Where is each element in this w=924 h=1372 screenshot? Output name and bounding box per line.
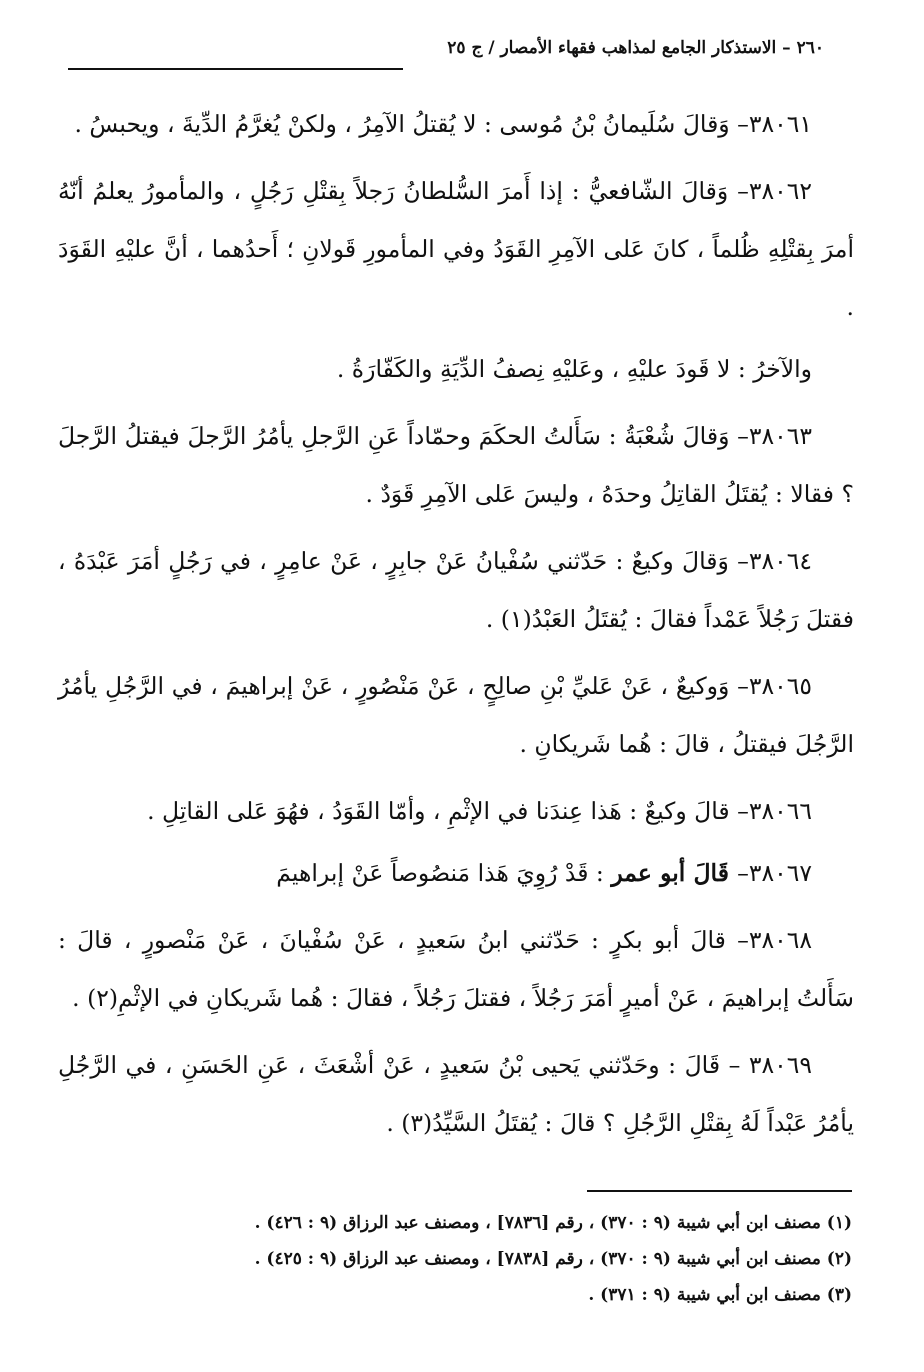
footnote-rule <box>587 1190 852 1192</box>
main-text <box>58 95 854 1161</box>
paragraph-number: ٣٨٠٦٩ – <box>728 1051 812 1079</box>
paragraph-number: ٣٨٠٦٤– <box>737 547 812 575</box>
paragraph-number: ٣٨٠٦١– <box>737 110 812 138</box>
paragraph-38066 <box>58 782 854 840</box>
paragraph-number: ٣٨٠٦٦– <box>737 797 812 825</box>
paragraph-text: قالَ أبو بكرٍ : حَدّثني ابنُ سَعيدٍ ، عَنْ سُفْيانَ ، عَنْ مَنْصورٍ ، قالَ : سَأَلتُ إبراهيمَ ، عَنْ أميرٍ أمَرَ رَجُلاً ، فقتلَ رَجُلاً ، فقالَ : هُما شَريكانِ في الإثْمِ(٢) . <box>58 926 854 1012</box>
footnote-3: (٣) مصنف ابن أبي شيبة (٩ : ٣٧١) . <box>588 1285 852 1305</box>
paragraph-38067 <box>58 844 854 902</box>
paragraph-text: وَقالَ وكيعٌ : حَدّثني سُفْيانُ عَنْ جابِرٍ ، عَنْ عامِرٍ ، في رَجُلٍ أمَرَ عَبْدَهُ ، فقتلَ رَجُلاً عَمْداً فقالَ : يُقتَلُ العَبْدُ(١) . <box>58 547 854 633</box>
paragraph-text: قالَ وكيعٌ : هَذا عِندَنا في الإثْمِ ، وأمّا القَوَدُ ، فهُوَ عَلى القاتِلِ . <box>147 797 738 825</box>
footnote-1: (١) مصنف ابن أبي شيبة (٩ : ٣٧٠) ، رقم [٧٨٣٦] ، ومصنف عبد الرزاق (٩ : ٤٢٦) . <box>254 1213 852 1233</box>
author-name: قَالَ أبو عمر <box>611 859 738 887</box>
paragraph-number: ٣٨٠٦٨– <box>737 926 812 954</box>
header-rule <box>68 68 403 70</box>
paragraph-number: ٣٨٠٦٥– <box>737 672 812 700</box>
paragraph-text: والآخرُ : لا قَودَ عليْهِ ، وعَليْهِ نِصفُ الدِّيَةِ والكَفّارَةُ . <box>336 355 812 383</box>
footnotes <box>60 1205 852 1313</box>
paragraph-text: وَقالَ الشّافعيُّ : إذا أَمرَ السُّلطانُ رَجلاً بِقتْلِ رَجُلٍ ، والمأمورُ يعلمُ أنّهُ أمرَ بِقتْلِهِ ظُلماً ، كانَ عَلى الآمِرِ القَوَدُ وفي المأمورِ قَولانِ ؛ أَحدُهما ، أنَّ عليْهِ القَوَدَ . <box>58 177 854 321</box>
footnote-2: (٢) مصنف ابن أبي شيبة (٩ : ٣٧٠) ، رقم [٧٨٣٨] ، ومصنف عبد الرزاق (٩ : ٤٢٥) . <box>254 1249 852 1269</box>
paragraph-text: وَوكيعٌ ، عَنْ عَليِّ بْنِ صالِحٍ ، عَنْ مَنْصُورٍ ، عَنْ إبراهيمَ ، في الرَّجُلِ يأمُرُ الرَّجُلَ فيقتلُ ، قالَ : هُما شَريكانِ . <box>58 672 854 758</box>
running-head: ٢٦٠ – الاستذكار الجامع لمذاهب فقهاء الأمصار / ج ٢٥ <box>447 38 824 58</box>
paragraph-38061 <box>58 95 854 153</box>
paragraph-38065 <box>58 657 854 773</box>
paragraph-38062 <box>58 162 854 336</box>
paragraph-38069 <box>58 1036 854 1152</box>
paragraph-number: ٣٨٠٦٣– <box>737 422 812 450</box>
paragraph-38063 <box>58 407 854 523</box>
paragraph-38062-continued <box>58 340 854 398</box>
paragraph-38064 <box>58 532 854 648</box>
paragraph-text: : قَدْ رُوِيَ هَذا مَنصُوصاً عَنْ إبراهيمَ <box>276 859 612 887</box>
paragraph-38068 <box>58 911 854 1027</box>
paragraph-number: ٣٨٠٦٧– <box>737 859 812 887</box>
paragraph-number: ٣٨٠٦٢– <box>737 177 812 205</box>
paragraph-text: وَقالَ شُعْبَةُ : سَأَلتُ الحكَمَ وحمّاداً عَنِ الرَّجلِ يأمُرُ الرَّجلَ فيقتلُ الرَّجلَ ؟ فقالا : يُقتَلُ القاتِلُ وحدَهُ ، وليسَ عَلى الآمِرِ قَوَدٌ . <box>58 422 854 508</box>
paragraph-text: قَالَ : وحَدّثني يَحيى بْنُ سَعيدٍ ، عَنْ أشْعَثَ ، عَنِ الحَسَنِ ، في الرَّجُلِ يأمُرُ عَبْداً لَهُ بِقتْلِ الرَّجُلِ ؟ قالَ : يُقتَلُ السَّيِّدُ(٣) . <box>58 1051 854 1137</box>
paragraph-text: وَقالَ سُلَيمانُ بْنُ مُوسى : لا يُقتلُ الآمِرُ ، ولكنْ يُغرَّمُ الدِّيةَ ، ويحبسُ . <box>74 110 738 138</box>
